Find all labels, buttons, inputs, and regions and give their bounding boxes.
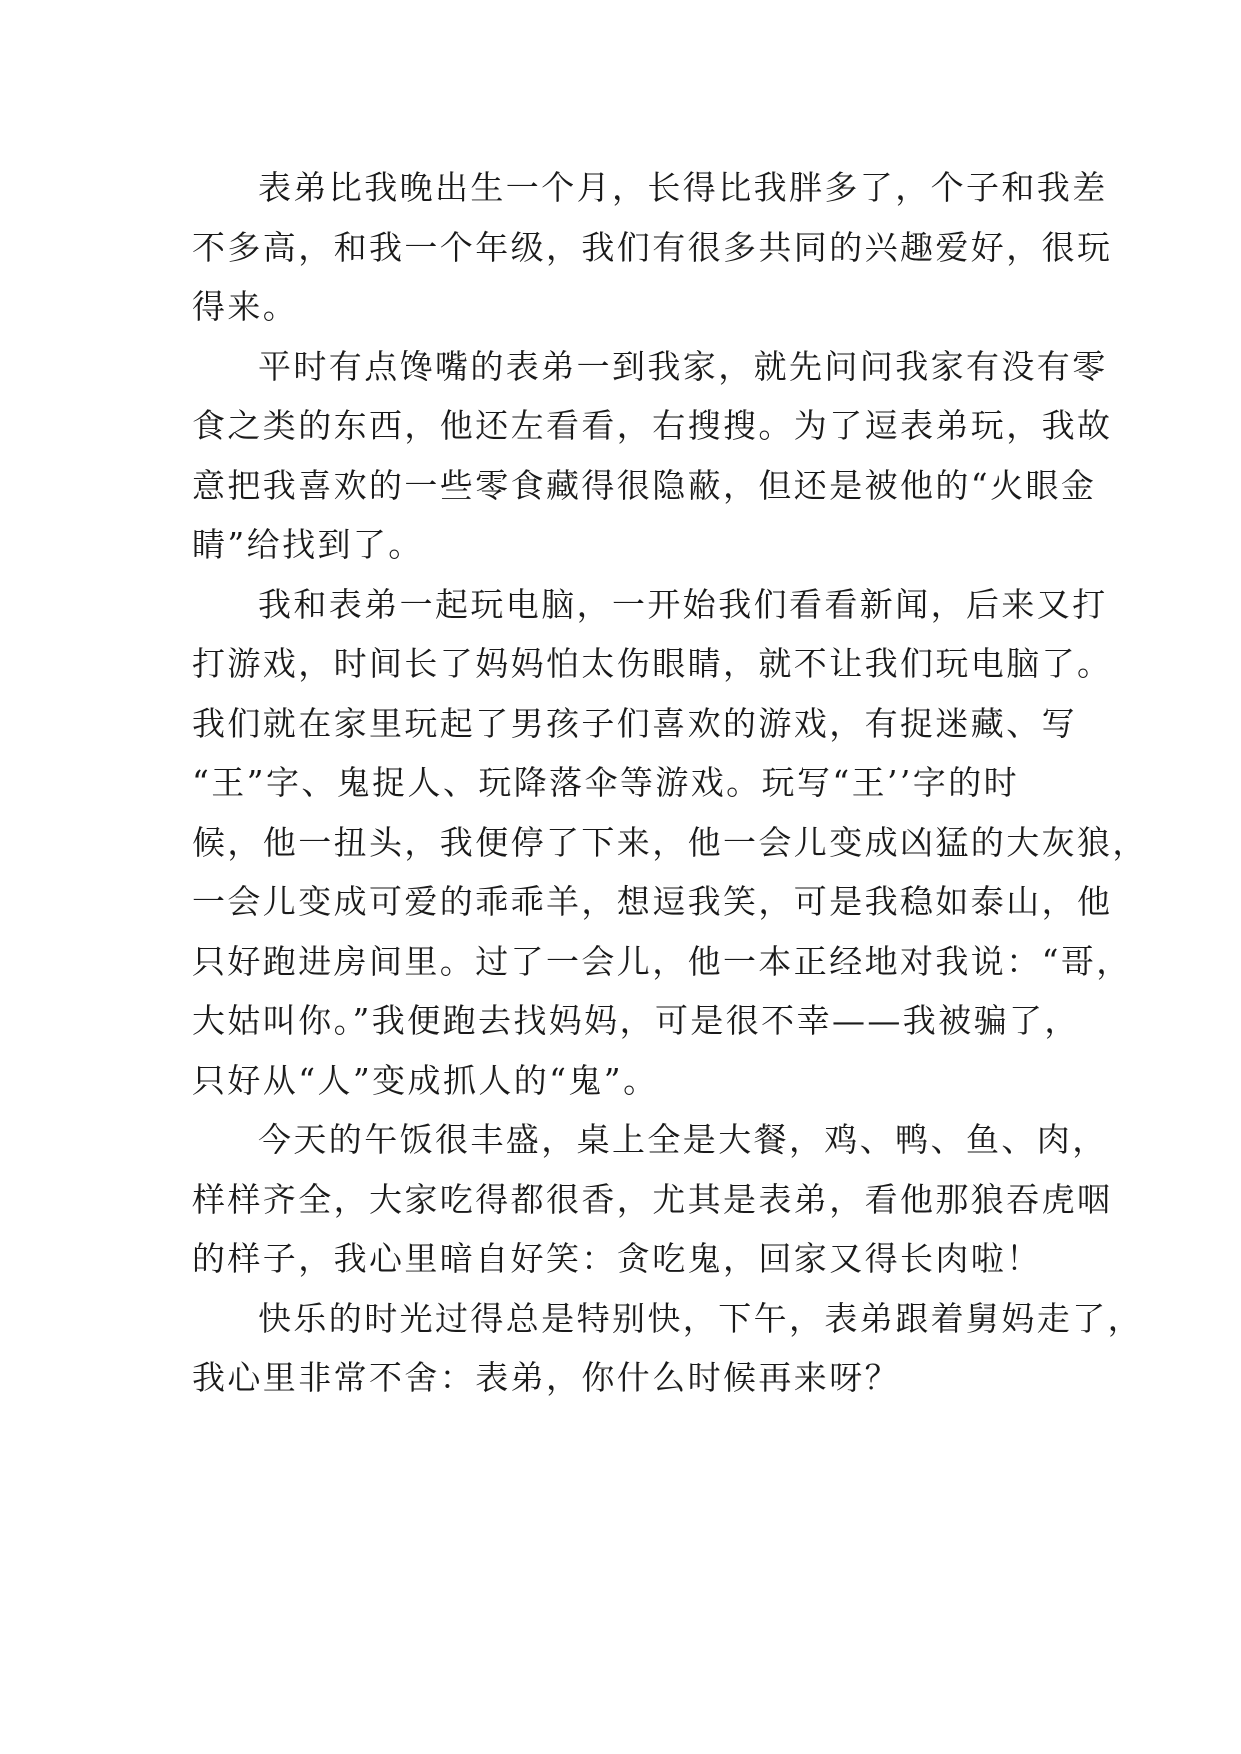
text-line: 一会儿变成可爱的乖乖羊，想逗我笑，可是我稳如泰山，他 <box>192 882 1113 921</box>
paragraph-1 <box>192 158 1113 337</box>
paragraph-4 <box>192 1110 1113 1289</box>
text-line: “王”字、鬼捉人、玩降落伞等游戏。玩写“王’’字的时 <box>192 763 1019 802</box>
paragraph-2 <box>192 337 1113 575</box>
text-line: 候，他一扭头，我便停了下来，他一会儿变成凶猛的大灰狼， <box>192 822 1148 862</box>
text-line: 我心里非常不舍：表弟，你什么时候再来呀？ <box>192 1358 900 1397</box>
text-line: 的样子，我心里暗自好笑：贪吃鬼，回家又得长肉啦！ <box>192 1239 1042 1278</box>
document-body <box>192 158 1148 1408</box>
text-line: 今天的午饭很丰盛，桌上全是大餐，鸡、鸭、鱼、肉， <box>258 1120 1108 1159</box>
text-line: 表弟比我晚出生一个月，长得比我胖多了，个子和我差 <box>258 168 1108 207</box>
paragraph-3 <box>192 575 1148 1111</box>
text-line: 食之类的东西，他还左看看，右搜搜。为了逗表弟玩，我故 <box>192 406 1113 445</box>
text-line: 平时有点馋嘴的表弟一到我家，就先问问我家有没有零 <box>258 346 1108 386</box>
text-line: 不多高，和我一个年级，我们有很多共同的兴趣爱好，很玩 <box>192 227 1113 267</box>
text-line: 得来。 <box>192 287 299 326</box>
text-line: 样样齐全，大家吃得都很香，尤其是表弟，看他那狼吞虎咽 <box>192 1179 1113 1219</box>
text-line: 大姑叫你。”我便跑去找妈妈，可是很不幸——我被骗了， <box>192 1001 1080 1040</box>
text-line: 快乐的时光过得总是特别快，下午，表弟跟着舅妈走了， <box>258 1298 1143 1338</box>
text-line: 只好跑进房间里。过了一会儿，他一本正经地对我说：“哥， <box>192 941 1132 981</box>
text-line: 打游戏，时间长了妈妈怕太伤眼睛，就不让我们玩电脑了。 <box>192 644 1113 683</box>
text-line: 只好从“人”变成抓人的“鬼”。 <box>192 1060 659 1100</box>
paragraph-5 <box>192 1289 1143 1408</box>
text-line: 睛”给找到了。 <box>192 525 424 564</box>
text-line: 我们就在家里玩起了男孩子们喜欢的游戏，有捉迷藏、写 <box>192 703 1077 743</box>
text-line: 我和表弟一起玩电脑，一开始我们看看新闻，后来又打 <box>258 584 1108 624</box>
text-line: 意把我喜欢的一些零食藏得很隐蔽，但还是被他的“火眼金 <box>192 465 1097 505</box>
